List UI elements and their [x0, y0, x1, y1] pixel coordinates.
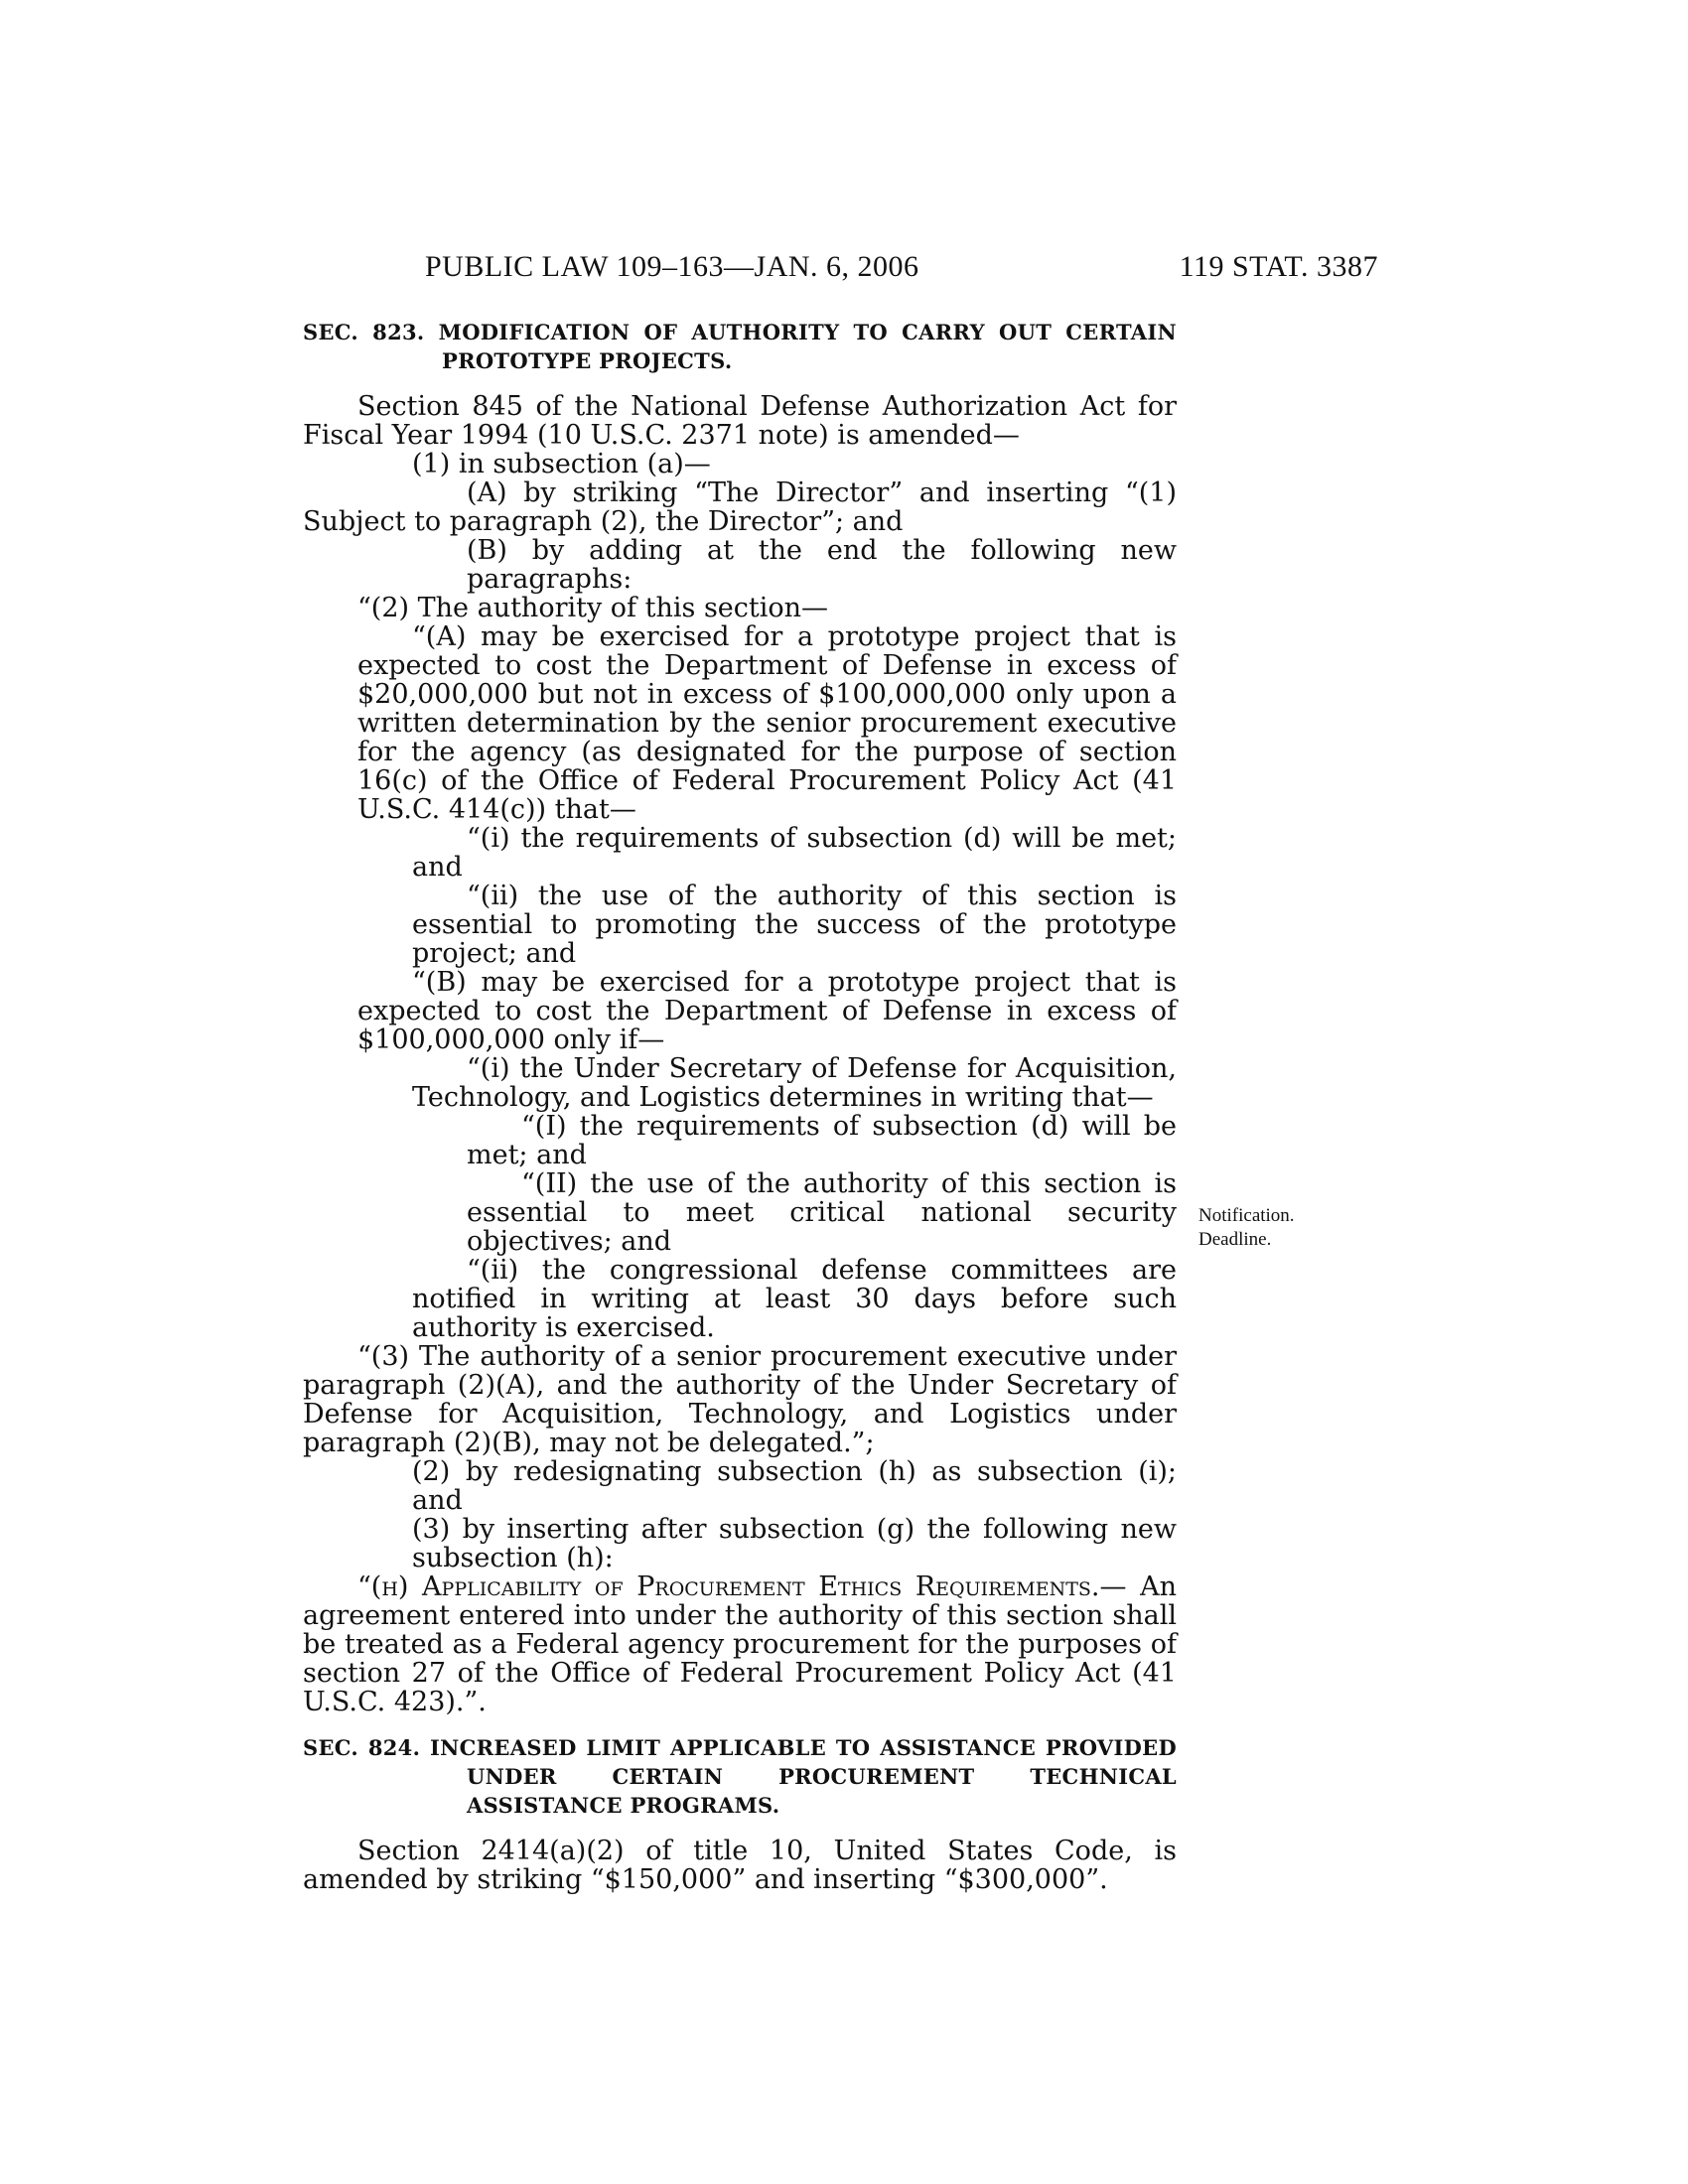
paragraph: “(2) The authority of this section— [357, 593, 829, 623]
paragraph: (1) in subsection (a)— [412, 449, 711, 479]
paragraph: Section 2414(a)(2) of title 10, United States Code, is amended by striking “$150,000” and inserting “$300,000”. [303, 1836, 1177, 1895]
marginal-note [1198, 1204, 1328, 1252]
paragraph: “(I) the requirements of subsection (d) will be met; and [467, 1111, 1177, 1170]
subsection-text: An agreement entered into under the authority of this section shall be treated as a Federal agency procurement for the purposes of section 27 of the Office of Federal Procurement Policy Act (41 U.S.C. 423).”. [303, 1571, 1177, 1717]
paragraph [303, 1572, 1177, 1716]
margin-note-notification: Notification. [1198, 1205, 1295, 1226]
public-law-citation: PUBLIC LAW 109–163—JAN. 6, 2006 [425, 250, 919, 283]
paragraph: (B) by adding at the end the following new paragraphs: [467, 535, 1177, 595]
paragraph: “(3) The authority of a senior procurement executive under paragraph (2)(A), and the authority of the Under Secretary of Defense for Acquisition, Technology, and Logistics under paragraph (2)(B), may not be delegated.”; [303, 1341, 1177, 1458]
paragraph: “(i) the Under Secretary of Defense for Acquisition, Technology, and Logistics determines in writing that— [412, 1053, 1177, 1113]
section-title: INCREASED LIMIT APPLICABLE TO ASSISTANCE PROVIDED UNDER CERTAIN PROCUREMENT TECHNICAL ASSISTANCE PROGRAMS. [430, 1735, 1177, 1818]
running-head [425, 250, 1378, 290]
section-number: SEC. 824. [303, 1735, 421, 1760]
paragraph: Section 845 of the National Defense Authorization Act for Fiscal Year 1994 (10 U.S.C. 2371 note) is amended— [303, 391, 1177, 451]
paragraph: (3) by inserting after subsection (g) the following new subsection (h): [412, 1514, 1177, 1573]
paragraph: (2) by redesignating subsection (h) as subsection (i); and [412, 1456, 1177, 1516]
paragraph: “(ii) the congressional defense committees are notified in writing at least 30 days before such authority is exercised. [412, 1255, 1177, 1343]
paragraph: “(ii) the use of the authority of this section is essential to promoting the success of the prototype project; and [412, 881, 1177, 969]
paragraph: “(A) may be exercised for a prototype project that is expected to cost the Department of Defense in excess of $20,000,000 but not in excess of $100,000,000 only upon a written determination by the senior procurement executive for the agency (as designated for the purpose of section 16(c) of the Office of Federal Procurement Policy Act (41 U.S.C. 414(c)) that— [357, 621, 1177, 825]
paragraph: (A) by striking “The Director” and inserting “(1) Subject to paragraph (2), the Director”; and [303, 478, 1177, 537]
paragraph: “(II) the use of the authority of this section is essential to meet critical national security objectives; and [467, 1168, 1177, 1257]
section-823-heading [303, 318, 1177, 375]
stat-page-number: 119 STAT. 3387 [1179, 250, 1378, 283]
paragraph: “(i) the requirements of subsection (d) will be met; and [412, 823, 1177, 883]
subsection-caption: “(h) Applicability of Procurement Ethics Requirements.— [357, 1571, 1127, 1602]
margin-note-deadline: Deadline. [1198, 1229, 1272, 1250]
body-text [303, 318, 1177, 1894]
section-title: MODIFICATION OF AUTHORITY TO CARRY OUT CERTAIN PROTOTYPE PROJECTS. [438, 320, 1177, 373]
paragraph: “(B) may be exercised for a prototype project that is expected to cost the Department of Defense in excess of $100,000,000 only if— [357, 967, 1177, 1055]
section-824-heading [303, 1733, 1177, 1820]
section-number: SEC. 823. [303, 320, 425, 344]
